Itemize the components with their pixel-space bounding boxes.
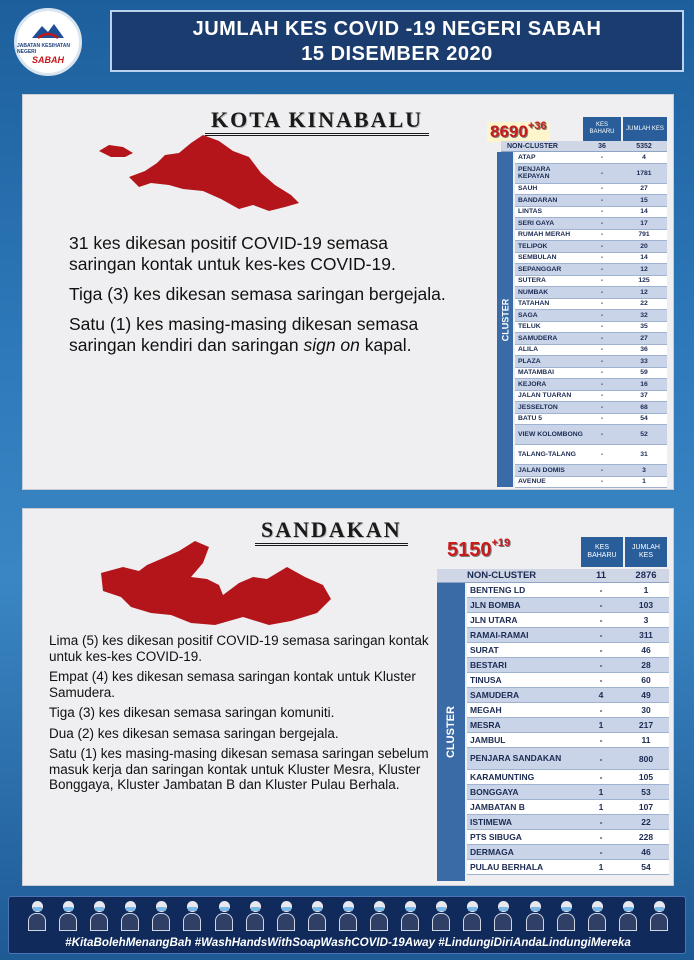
kk-cluster-row [515,152,667,164]
sdk-cluster-name: JLN BOMBA [470,599,521,610]
kk-cluster-name: VIEW KOLOMBONG [518,430,583,438]
kk-cluster-row [515,218,667,230]
kk-cluster-new: - [600,219,604,227]
kk-cluster-row [515,299,667,311]
kk-cluster-total: 52 [640,431,648,438]
officer-icon [462,899,482,931]
sdk-cluster-total: 60 [641,675,651,685]
sdk-desc-para: Satu (1) kes masing-masing dikesan semasa saringan sebelum masuk kerja dan saringan kontak untuk Kluster Mesra, Kluster Bonggaya, Kluster Jambatan B dan Kluster Pulau Berhala. [49,746,429,792]
kk-cluster-name: AVENUE [518,478,546,486]
kk-cluster-new: - [600,208,604,216]
sdk-cluster-total: 3 [643,615,649,625]
officer-icon [649,899,669,931]
kk-cluster-name: PENJARA KEPAYAN [518,165,551,180]
kk-cluster-total: 20 [640,242,648,250]
sdk-cluster-row [467,658,669,673]
kk-cluster-row [515,414,667,426]
sdk-cluster-row [467,583,669,598]
kk-cluster-total: 22 [640,300,648,308]
sdk-desc-para: Empat (4) kes dikesan semasa saringan kontak untuk Kluster Samudera. [49,669,416,700]
sdk-col-new-cases: KES BAHARU [581,537,623,567]
sdk-cluster-row [467,800,669,815]
kk-cluster-new: - [600,403,604,411]
logo-small-text: JABATAN KESIHATAN NEGERI [17,42,70,55]
sdk-cluster-name: PULAU BERHALA [470,861,544,872]
kk-cluster-name: SEMBULAN [518,254,557,262]
kk-non-cluster-total: 5352 [636,142,652,150]
sdk-cluster-new: - [599,615,603,625]
sdk-cluster-new: - [599,772,603,782]
kk-desc-end: kapal. [359,335,412,355]
kk-cluster-name: ATAP [518,153,536,161]
kk-cluster-new: - [600,185,604,193]
sdk-cluster-new: 1 [598,787,604,797]
kk-cluster-total: 16 [640,380,648,388]
sdk-cluster-new: 4 [598,690,604,700]
kk-cluster-name: SAGA [518,311,538,319]
kk-cluster-name: TELIPOK [518,242,548,250]
kk-cluster-row [515,276,667,288]
kk-cluster-total: 33 [640,357,648,365]
kk-cluster-new: - [600,169,604,177]
kk-cluster-new: - [600,254,604,262]
kk-cluster-row [515,391,667,403]
kk-cluster-name: TELUK [518,323,541,331]
kk-cluster-name: KEJORA [518,380,547,388]
sdk-cluster-new: 1 [598,802,604,812]
sdk-desc-para: Tiga (3) kes dikesan semasa saringan komuniti. [49,705,335,720]
kk-cluster-total: 31 [640,451,648,458]
sdk-cluster-name: DERMAGA [470,846,514,857]
kk-cluster-row [515,195,667,207]
kk-cluster-total: 791 [638,231,650,239]
sdk-district-map [91,537,341,629]
sdk-cluster-total: 22 [641,817,651,827]
kk-desc-para: 31 kes dikesan positif COVID-19 semasa saringan kontak untuk kes-kes COVID-19. [69,233,396,274]
kk-cluster-row [515,322,667,334]
kk-cluster-total: 12 [640,265,648,273]
sdk-cluster-new: - [599,753,603,764]
sandakan-panel [22,508,674,886]
sdk-cluster-total: 311 [639,630,653,640]
kk-cluster-row [515,184,667,196]
worker-icon [151,899,171,931]
soldier-icon [120,899,140,931]
kk-cluster-row [515,287,667,299]
kk-cluster-new: - [600,369,604,377]
kk-cluster-name: BATU 5 [518,415,543,423]
sdk-desc-para: Dua (2) kes dikesan semasa saringan bergejala. [49,725,339,741]
sdk-cluster-name: RAMAI-RAMAI [470,629,529,640]
kk-cluster-new: - [600,288,604,296]
kk-cluster-total: 3 [642,466,646,474]
logo-emblem-icon [28,20,68,42]
sdk-cluster-new: - [599,832,603,842]
sdk-cluster-name: JAMBATAN B [470,801,525,812]
kk-cluster-total: 1781 [636,169,652,177]
sdk-total-new: +19 [491,537,511,549]
sdk-cluster-row [467,688,669,703]
farmer-icon [525,899,545,931]
sdk-cluster-row [467,598,669,613]
sdk-cluster-name: TINUSA [470,674,502,685]
sdk-cluster-total: 53 [641,787,651,797]
sdk-cluster-row [467,830,669,845]
kk-cluster-name: JALAN TUARAN [518,392,572,400]
logo-name: SABAH [31,54,64,65]
kk-cluster-total: 15 [640,196,648,204]
kk-cluster-name: JALAN DOMIS [518,466,565,474]
teacher-icon [431,899,451,931]
kk-cluster-total: 54 [640,415,648,423]
sdk-cluster-row [467,613,669,628]
doctor-icon [556,899,576,931]
scientist-icon [618,899,638,931]
kk-col-total-cases: JUMLAH KES [623,117,667,141]
kk-cluster-name: SUTERA [518,277,546,285]
kk-cluster-new: - [600,380,604,388]
police-icon [89,899,109,931]
kk-cluster-label: CLUSTER [497,152,513,487]
kk-cluster-new: - [600,153,604,161]
kk-cluster-name: SAMUDERA [518,334,558,342]
sdk-cluster-label: CLUSTER [437,583,465,881]
sdk-cluster-row [467,643,669,658]
kk-cluster-name: TALANG-TALANG [518,450,576,458]
kk-cluster-new: - [600,334,604,342]
sdk-cluster-row [467,785,669,800]
kk-cluster-new: - [600,478,604,486]
frontliner-figures [13,899,683,933]
sdk-cluster-total: 800 [638,753,654,764]
sdk-cluster-row [467,815,669,830]
kk-desc-italic: sign on [303,335,360,355]
kk-cluster-total: 14 [640,208,648,216]
sdk-cluster-name: KARAMUNTING [470,771,535,782]
graduate-icon [587,899,607,931]
sdk-col-total-cases: JUMLAH KES [625,537,667,567]
kk-cluster-row [515,264,667,276]
kk-cluster-total: 59 [640,369,648,377]
sdk-cluster-name: SURAT [470,644,499,655]
kk-cluster-total: 27 [640,185,648,193]
sdk-cluster-total: 46 [641,847,651,857]
sdk-non-cluster-name: NON-CLUSTER [467,570,537,581]
kk-cluster-row [515,379,667,391]
sdk-cluster-total: 49 [641,690,651,700]
kk-cluster-row [515,207,667,219]
pilot-icon [400,899,420,931]
kk-cluster-total: 12 [640,288,648,296]
sdk-non-cluster-new: 11 [595,570,607,581]
sdk-cluster-row [467,703,669,718]
sdk-cluster-new: - [599,675,603,685]
kk-cluster-row [515,402,667,414]
kk-cluster-new: - [600,357,604,365]
sdk-cluster-total: 217 [638,720,654,730]
sdk-cluster-row [467,628,669,643]
kk-cluster-name: BANDARAN [518,196,558,204]
kk-cluster-total: 68 [640,403,648,411]
kk-desc-para [69,314,449,356]
kk-district-map [99,133,309,217]
sdk-cluster-total: 105 [638,772,654,782]
sdk-non-cluster-total: 2876 [635,570,657,581]
kk-cluster-total: 4 [642,153,646,161]
kk-cluster-new: - [600,231,604,239]
kk-cluster-new: - [600,311,604,319]
sdk-cluster-total: 54 [641,862,651,872]
footer-banner [8,896,686,954]
sdk-cluster-row [467,845,669,860]
kk-non-cluster-row [501,141,667,152]
kk-total-new: +36 [527,120,547,132]
sdk-cluster-new: - [599,735,603,745]
nurse-icon [214,899,234,931]
kk-cluster-new: - [600,431,604,438]
sdk-cluster-row [467,770,669,785]
kk-cluster-total: 32 [640,311,648,319]
kk-cluster-name: MATAMBAI [518,369,554,377]
sdk-cluster-rows [467,583,669,875]
kk-cluster-new: - [600,265,604,273]
nurse-icon [493,899,513,931]
sdk-desc-para: Lima (5) kes dikesan positif COVID-19 semasa saringan kontak untuk kes-kes COVID-19. [49,633,429,664]
page-header [110,10,684,72]
sdk-cluster-name: BESTARI [470,659,507,670]
kk-cluster-new: - [600,346,604,354]
sdk-total-cases [447,539,510,562]
kk-cluster-new: - [600,466,604,474]
kk-cluster-row [515,356,667,368]
sdk-description [49,633,429,798]
doctor-icon [369,899,389,931]
kk-cluster-row [515,345,667,357]
kk-cluster-name: SEPANGGAR [518,265,562,273]
header-date: 15 DISEMBER 2020 [301,43,493,65]
sdk-cluster-row [467,718,669,733]
nurse-icon [58,899,78,931]
kk-non-cluster-name: NON-CLUSTER [507,142,558,150]
sdk-cluster-row [467,748,669,770]
sdk-cluster-new: - [599,705,603,715]
kk-cluster-new: - [600,415,604,423]
kk-cluster-name: PLAZA [518,357,541,365]
kk-cluster-total: 37 [640,392,648,400]
sdk-cluster-total: 103 [638,600,654,610]
kk-cluster-row [515,253,667,265]
sdk-cluster-new: - [599,817,603,827]
kk-desc-para: Tiga (3) kes dikesan semasa saringan bergejala. [69,284,446,304]
kk-total-cases [487,122,550,142]
kk-cluster-row [515,310,667,322]
sabah-health-logo [14,8,82,76]
kk-cluster-total: 14 [640,254,648,262]
footer-hashtags: #KitaBolehMenangBah #WashHandsWithSoapWashCOVID-19Away #LindungiDiriAndaLindungiMereka [65,936,631,949]
sdk-cluster-row [467,860,669,875]
kk-cluster-total: 17 [640,219,648,227]
sdk-cluster-new: - [599,630,603,640]
doctor-icon [27,899,47,931]
kk-cluster-row [515,445,667,465]
sdk-cluster-row [467,733,669,748]
sdk-cluster-new: - [599,600,603,610]
sdk-cluster-new: - [599,847,603,857]
sdk-cluster-total: 1 [643,585,649,595]
kk-cluster-new: - [600,392,604,400]
kk-cluster-new: - [600,277,604,285]
volunteer-icon [338,899,358,931]
sdk-cluster-total: 28 [641,660,651,670]
sdk-cluster-total: 46 [641,645,651,655]
sdk-cluster-name: PTS SIBUGA [470,831,522,842]
sdk-cluster-total: 107 [638,802,654,812]
sdk-total-value: 5150 [447,539,492,561]
kota-kinabalu-panel [22,94,674,490]
sdk-cluster-name: JLN UTARA [470,614,518,625]
sdk-cluster-name: PENJARA SANDAKAN [470,753,562,764]
kk-cluster-row [515,333,667,345]
kk-cluster-new: - [600,242,604,250]
kk-cluster-new: - [600,300,604,308]
officer-icon [245,899,265,931]
kk-cluster-name: LINTAS [518,208,543,216]
sdk-cluster-name: ISTIMEWA [470,816,513,827]
sdk-non-cluster-row [437,569,669,583]
kk-non-cluster-new: 36 [598,142,606,150]
kk-district-title: KOTA KINABALU [205,107,429,136]
kk-total-value: 8690 [490,122,528,141]
sdk-cluster-name: BENTENG LD [470,584,526,595]
kk-cluster-name: SAUH [518,185,538,193]
sdk-cluster-total: 11 [641,735,651,745]
sdk-cluster-name: MESRA [470,719,501,730]
kk-cluster-name: SERI GAYA [518,219,555,227]
kk-cluster-total: 125 [638,277,650,285]
kk-cluster-name: NUMBAK [518,288,549,296]
kk-cluster-row [515,164,667,184]
kk-cluster-name: RUMAH MERAH [518,231,571,239]
sdk-cluster-new: - [599,585,603,595]
sdk-cluster-name: MEGAH [470,704,502,715]
kk-description [69,233,449,365]
sdk-cluster-total: 30 [641,705,651,715]
kk-cluster-row [515,230,667,242]
sdk-cluster-name: BONGGAYA [470,786,519,797]
sdk-district-title: SANDAKAN [255,517,408,546]
kk-desc-text: Satu (1) kes masing-masing dikesan semasa saringan kendiri dan saringan [69,314,419,355]
sdk-cluster-row [467,673,669,688]
sdk-cluster-new: - [599,660,603,670]
kk-cluster-total: 27 [640,334,648,342]
kk-cluster-row [515,368,667,380]
kk-cluster-total: 35 [640,323,648,331]
chef-icon [182,899,202,931]
firefighter-icon [276,899,296,931]
header-title: JUMLAH KES COVID -19 NEGERI SABAH [192,18,602,40]
sdk-cluster-new: - [599,645,603,655]
kk-cluster-new: - [600,451,604,458]
sdk-cluster-name: JAMBUL [470,734,506,745]
kk-cluster-new: - [600,323,604,331]
kk-cluster-row [515,465,667,477]
sdk-cluster-new: 1 [598,862,604,872]
kk-cluster-new: - [600,196,604,204]
sdk-cluster-total: 228 [638,832,654,842]
kk-cluster-total: 36 [640,346,648,354]
kk-cluster-row [515,477,667,489]
kk-cluster-row [515,425,667,445]
kk-cluster-name: TATAHAN [518,300,550,308]
kk-cluster-name: ALILA [518,346,539,354]
sdk-cluster-new: 1 [598,720,604,730]
medic-icon [307,899,327,931]
sdk-cluster-name: SAMUDERA [470,689,520,700]
kk-cluster-name: JESSELTON [518,403,558,411]
kk-cluster-total: 1 [642,478,646,486]
kk-cluster-rows [515,152,667,488]
kk-cluster-row [515,241,667,253]
kk-col-new-cases: KES BAHARU [583,117,621,141]
